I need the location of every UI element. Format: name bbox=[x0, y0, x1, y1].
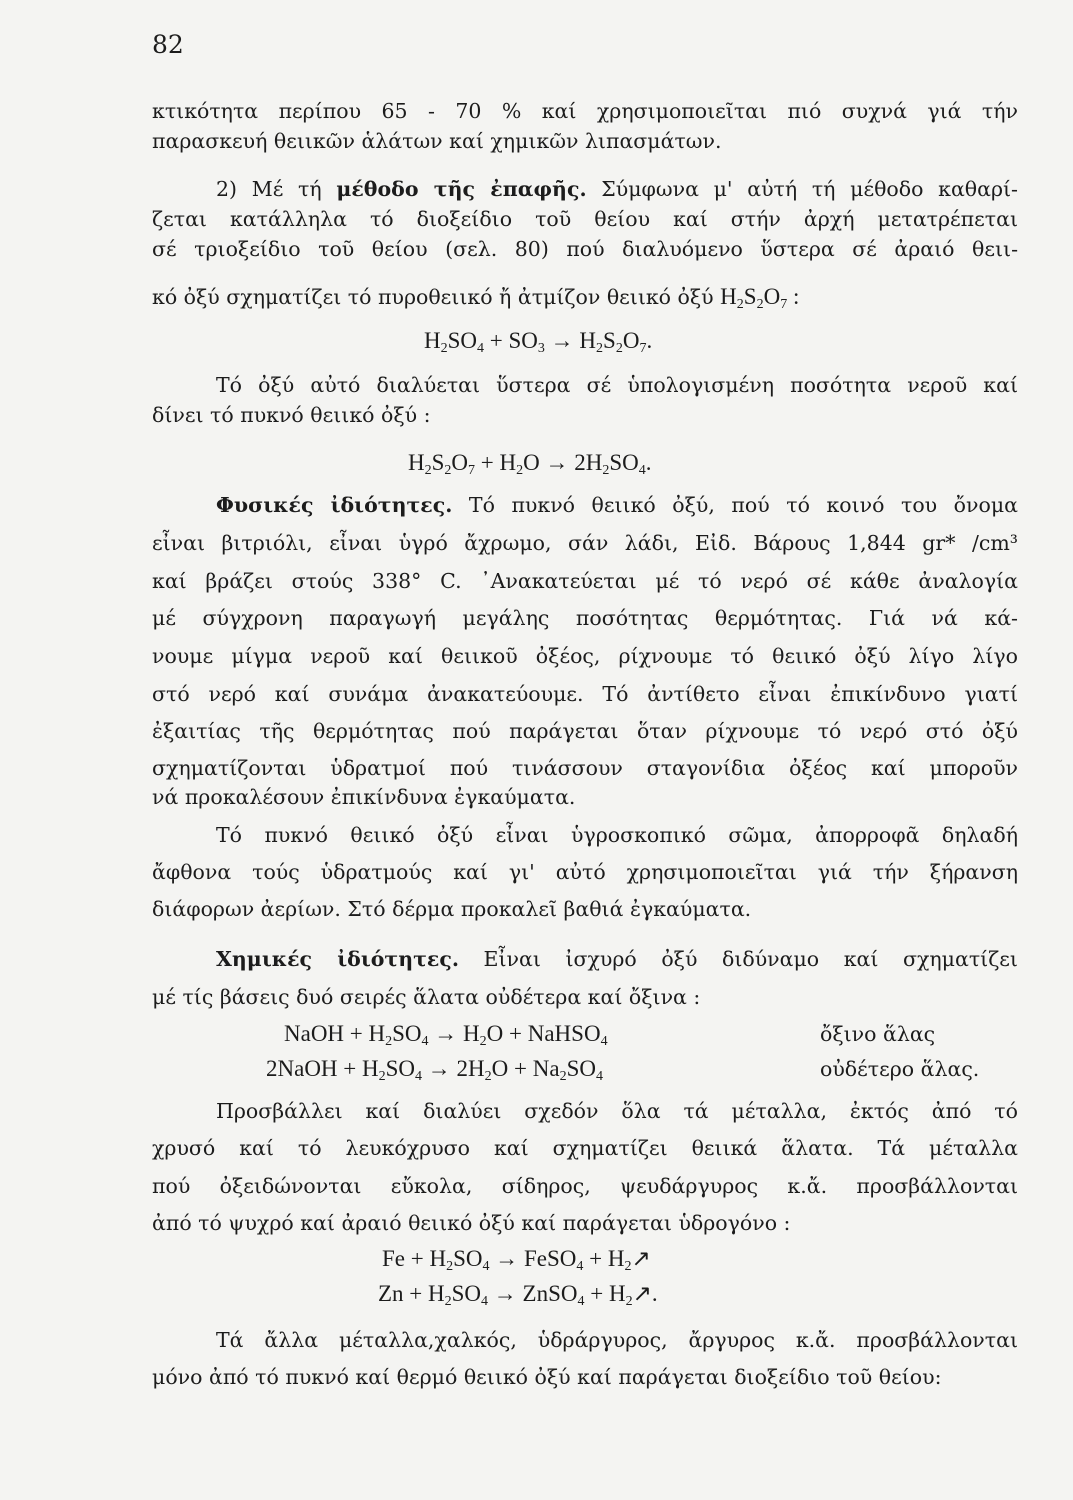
text-line bbox=[152, 282, 1018, 312]
text-line bbox=[216, 490, 1018, 520]
text-line: Τό πυκνό θειικό ὀξύ εἶναι ὑγροσκοπικό σῶμα, ἀπορροφᾶ δηλαδή bbox=[216, 823, 1018, 847]
equation-3: NaOH + $H_2SO_4 \to H_2O$ + NaHSO$_4$ bbox=[284, 1021, 608, 1049]
text-line: παρασκευή θειικῶν ἁλάτων καί χημικῶν λιπασμάτων. bbox=[152, 129, 722, 153]
text-line: καί βράζει στούς 338° C. ᾿Ανακατεύεται μέ τό νερό σέ κάθε ἀναλογία bbox=[152, 569, 1018, 593]
text-line: κτικότητα περίπου 65 - 70 % καί χρησιμοποιεῖται πιό συχνά γιά τήν bbox=[152, 99, 1018, 123]
text-line: μέ τίς βάσεις δυό σειρές ἅλατα οὐδέτερα καί ὄξινα : bbox=[152, 985, 701, 1009]
text-line: διάφορων ἀερίων. Στό δέρμα προκαλεῖ βαθιά ἐγκαύματα. bbox=[152, 897, 752, 921]
text-run: Τό πυκνό θειικό ὀξύ, πού τό κοινό του ὄνομα bbox=[468, 493, 1018, 517]
text-line: Προσβάλλει καί διαλύει σχεδόν ὅλα τά μέταλλα, ἐκτός ἀπό τό bbox=[216, 1099, 1018, 1123]
text-line: νουμε μίγμα νεροῦ καί θειικοῦ ὀξέος, ρίχνουμε τό θειικό ὀξύ λίγο λίγο bbox=[152, 644, 1018, 668]
equation-6: $Zn + H_2SO_4$ → ZnSO$_4$ + $H_2↗$. bbox=[378, 1281, 658, 1309]
text-line: νά προκαλέσουν ἐπικίνδυνα ἐγκαύματα. bbox=[152, 785, 576, 809]
text-line: ἄφθονα τούς ὑδρατμούς καί γι' αὐτό χρησιμοποιεῖται γιά τήν ξήρανση bbox=[152, 860, 1018, 884]
text-line: δίνει τό πυκνό θειικό ὀξύ : bbox=[152, 403, 431, 427]
equation-2: $H_2S_2O_7 + H_2O \to 2H_2SO_4$. bbox=[408, 450, 652, 478]
text-line: χρυσό καί τό λευκόχρυσο καί σχηματίζει θειικά ἅλατα. Τά μέταλλα bbox=[152, 1136, 1018, 1160]
equation-1: $H_2SO_4 + SO_3 \to H_2S_2O_7$. bbox=[424, 328, 653, 356]
text-run: κό ὀξύ σχηματίζει τό πυροθειικό ἤ ἀτμίζον θειικό ὀξύ bbox=[152, 285, 714, 309]
text-line: σχηματίζονται ὑδρατμοί πού τινάσσουν σταγονίδια ὀξέος καί μποροῦν bbox=[152, 756, 1018, 780]
text-line: εἶναι βιτριόλι, εἶναι ὑγρό ἄχρωμο, σάν λάδι, Εἰδ. Βάρους 1,844 gr* /cm³ bbox=[152, 531, 1018, 555]
text-line: πού ὀξειδώνονται εὔκολα, σίδηρος, ψευδάργυρος κ.ἄ. προσβάλλονται bbox=[152, 1174, 1018, 1198]
text-line: Τά ἄλλα μέταλλα,χαλκός, ὑδράργυρος, ἄργυρος κ.ἄ. προσβάλλονται bbox=[216, 1328, 1018, 1352]
neutral-salt-note: οὐδέτερο ἅλας. bbox=[820, 1057, 980, 1081]
text-line: ἐξαιτίας τῆς θερμότητας πού παράγεται ὅταν ρίχνουμε τό νερό στό ὀξύ bbox=[152, 719, 1018, 743]
text-line: σέ τριοξείδιο τοῦ θείου (σελ. 80) πού διαλυόμενο ὕστερα σέ ἀραιό θειι- bbox=[152, 237, 1018, 261]
formula-h2s2o7: $H_2S_2O_7$ : bbox=[720, 284, 800, 312]
text-line: ζεται κατάλληλα τό διοξείδιο τοῦ θείου καί στήν ἀρχή μετατρέπεται bbox=[152, 207, 1018, 231]
acid-salt-note: ὄξινο ἅλας bbox=[820, 1022, 936, 1046]
page-number: 82 bbox=[152, 30, 184, 59]
text-line: μόνο ἀπό τό πυκνό καί θερμό θειικό ὀξύ καί παράγεται διοξείδιο τοῦ θείου: bbox=[152, 1365, 942, 1389]
chemical-properties-heading: Χημικές ἰδιότητες. bbox=[216, 947, 459, 971]
method-heading: μέθοδο τῆς ἐπαφῆς. bbox=[336, 177, 587, 201]
text-line bbox=[216, 944, 1018, 974]
text-line: ἀπό τό ψυχρό καί ἀραιό θειικό ὀξύ καί παράγεται ὑδρογόνο : bbox=[152, 1211, 791, 1235]
text-line bbox=[216, 174, 1018, 204]
text-line: μέ σύγχρονη παραγωγή μεγάλης ποσότητας θερμότητας. Γιά νά κά- bbox=[152, 606, 1018, 630]
text-line: Τό ὀξύ αὐτό διαλύεται ὕστερα σέ ὑπολογισμένη ποσότητα νεροῦ καί bbox=[216, 373, 1018, 397]
equation-5: $Fe + H_2SO_4$ → FeSO$_4$ + $H_2↗$ bbox=[382, 1246, 651, 1274]
equation-4: 2NaOH + $H_2SO_4 \to 2H_2O + Na_2SO_4$ bbox=[266, 1056, 603, 1084]
text-run: Εἶναι ἰσχυρό ὀξύ διδύναμο καί σχηματίζει bbox=[483, 947, 1018, 971]
text-run: Σύμφωνα μ' αὐτή τή μέθοδο καθαρί- bbox=[601, 177, 1018, 201]
item-number: 2) Μέ τή bbox=[216, 177, 322, 201]
text-line: στό νερό καί συνάμα ἀνακατεύουμε. Τό ἀντίθετο εἶναι ἐπικίνδυνο γιατί bbox=[152, 682, 1018, 706]
physical-properties-heading: Φυσικές ἰδιότητες. bbox=[216, 493, 453, 517]
